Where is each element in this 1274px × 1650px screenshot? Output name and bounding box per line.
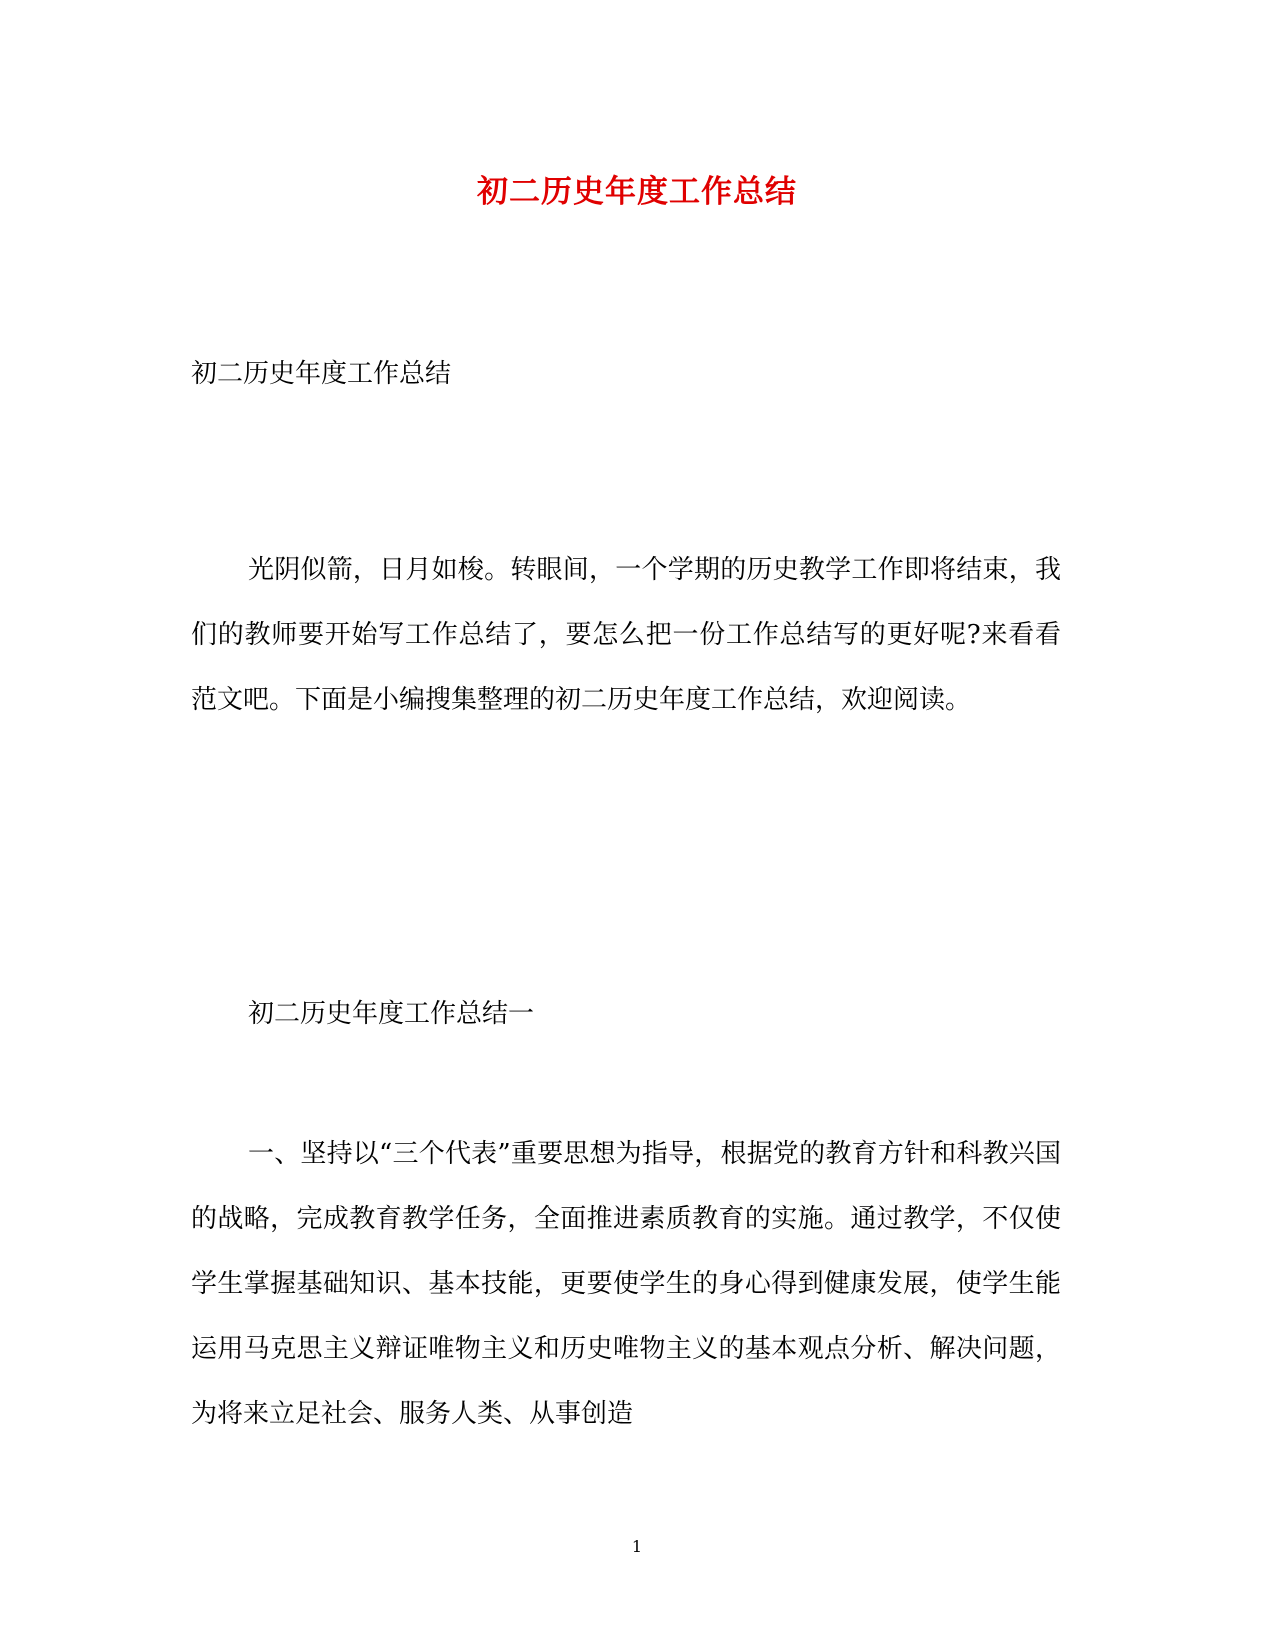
section-heading: 初二历史年度工作总结一 — [248, 999, 535, 1029]
document-title: 初二历史年度工作总结 — [477, 174, 797, 210]
point-one-paragraph: 一、坚持以“三个代表”重要思想为指导，根据党的教育方针和科教兴国的战略，完成教育教学任务，全面推进素质教育的实施。通过教学，不仅使学生掌握基础知识、基本技能，更要使学生的身心得到健康发展，使学生能运用马克思主义辩证唯物主义和历史唯物主义的基本观点分析、解决问题，为将来立足社会、服务人类、从事创造 — [191, 1139, 1061, 1429]
document-subtitle: 初二历史年度工作总结 — [191, 359, 452, 389]
page-number: 1 — [631, 1537, 643, 1556]
intro-paragraph: 光阴似箭，日月如梭。转眼间，一个学期的历史教学工作即将结束，我们的教师要开始写工作总结了，要怎么把一份工作总结写的更好呢?来看看范文吧。下面是小编搜集整理的初二历史年度工作总结，欢迎阅读。 — [191, 555, 1061, 715]
